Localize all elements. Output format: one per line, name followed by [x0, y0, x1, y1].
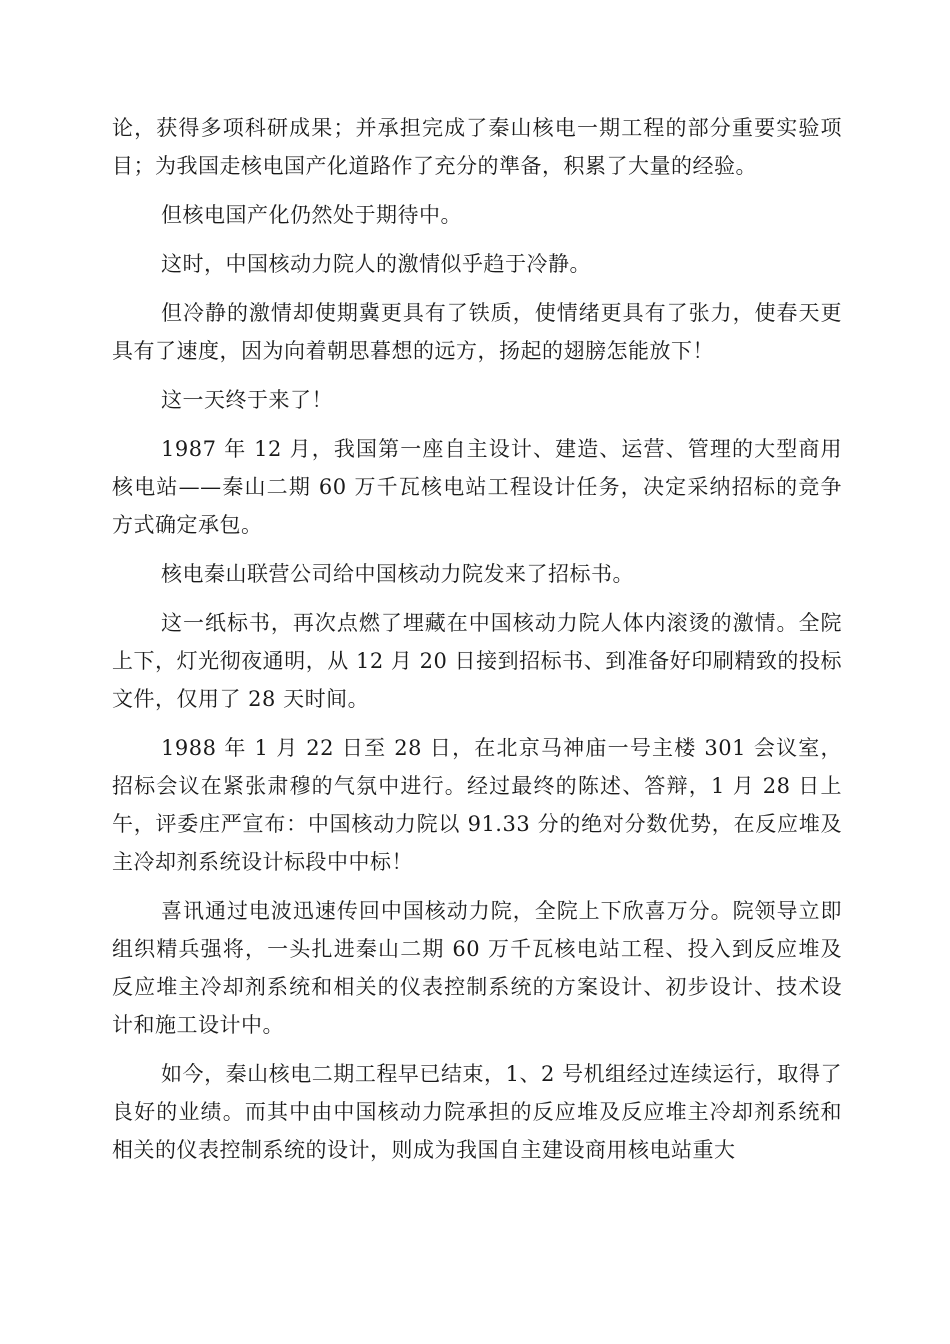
paragraph: 这一天终于来了！ — [161, 388, 333, 412]
paragraph: 如今，秦山核电二期工程早已结束，1、2 号机组经过连续运行，取得了良好的业绩。而其中由中国核动力院承担的反应堆及反应堆主冷却剂系统和相关的仪表控制系统的设计，则成为我国自主建设商用核电站重大 — [112, 1062, 842, 1162]
paragraph: 喜讯通过电波迅速传回中国核动力院，全院上下欣喜万分。院领导立即组织精兵强将，一头扎进秦山二期 60 万千瓦核电站工程、投入到反应堆及反应堆主冷却剂系统和相关的仪表控制系统的方案设计、初步设计、技术设计和施工设计中。 — [112, 899, 842, 1037]
document-body — [112, 109, 842, 1180]
paragraph: 1988 年 1 月 22 日至 28 日，在北京马神庙一号主楼 301 会议室，招标会议在紧张肃穆的气氛中进行。经过最终的陈述、答辩，1 月 28 日上午，评委庄严宣布：中国核动力院以 91.33 分的绝对分数优势，在反应堆及主冷却剂系统设计标段中中标！ — [112, 736, 842, 874]
paragraph: 这一纸标书，再次点燃了埋藏在中国核动力院人体内滚烫的激情。全院上下，灯光彻夜通明，从 12 月 20 日接到招标书、到准备好印刷精致的投标文件，仅用了 28 天时间。 — [112, 611, 842, 711]
paragraph: 但冷静的激情却使期冀更具有了铁质，使情绪更具有了张力，使春天更具有了速度，因为向着朝思暮想的远方，扬起的翅膀怎能放下！ — [112, 301, 842, 363]
paragraph: 但核电国产化仍然处于期待中。 — [161, 203, 462, 227]
paragraph-continued: 论，获得多项科研成果；并承担完成了秦山核电一期工程的部分重要实验项目；为我国走核电国产化道路作了充分的準备，积累了大量的经验。 — [112, 116, 842, 178]
paragraph: 这时，中国核动力院人的激情似乎趋于冷静。 — [161, 252, 591, 276]
paragraph: 1987 年 12 月，我国第一座自主设计、建造、运营、管理的大型商用核电站——秦山二期 60 万千瓦核电站工程设计任务，决定采纳招标的竞争方式确定承包。 — [112, 437, 842, 537]
paragraph: 核电秦山联营公司给中国核动力院发来了招标书。 — [161, 562, 634, 586]
